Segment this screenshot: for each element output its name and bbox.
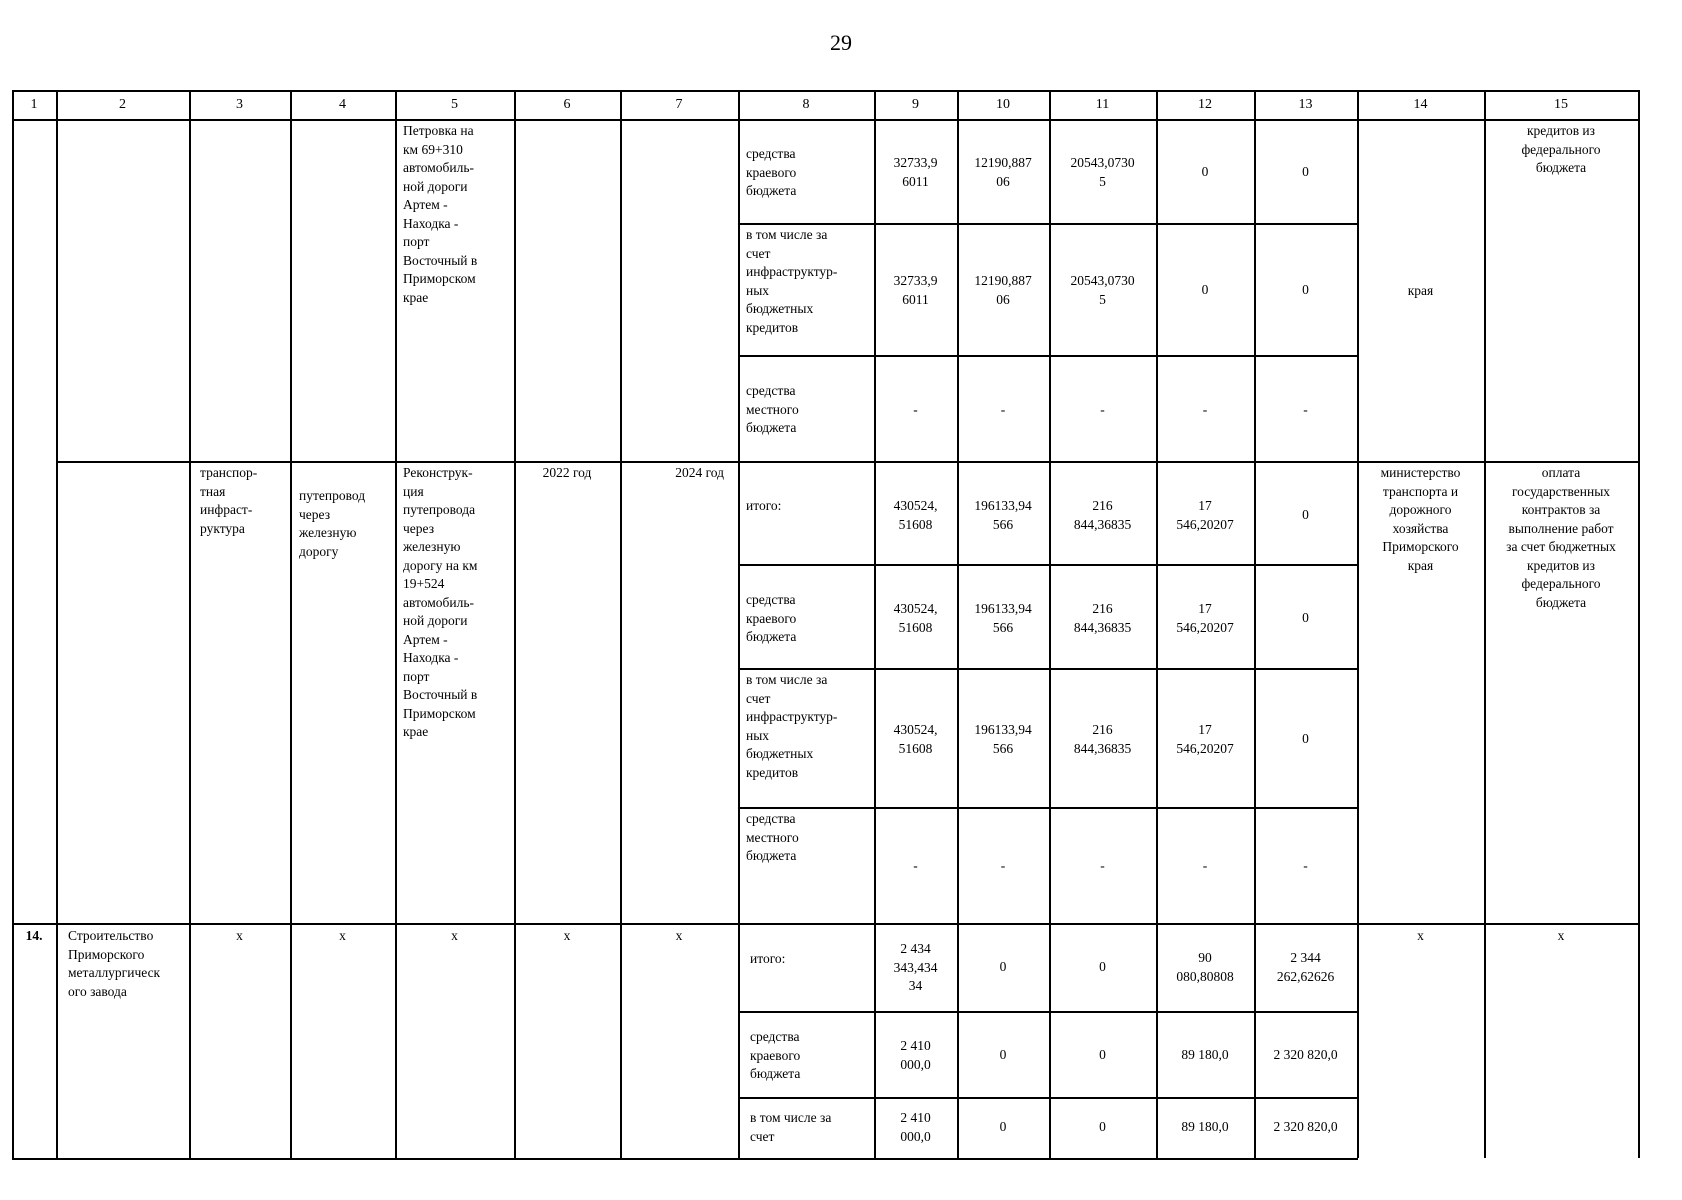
value-cell: 12190,887 06: [974, 155, 1032, 189]
value-cell: 216 844,36835: [1073, 722, 1132, 756]
funding-source-label: средства краевого бюджета: [746, 146, 797, 198]
object-description: Реконструк- ция путепровода через железную дорогу на км 19+524 автомобиль- ной дороги Артем - Находка - порт Восточный в Приморском крае: [403, 465, 478, 739]
col-border: [620, 90, 622, 1158]
object-type: путепровод через железную дорогу: [299, 488, 366, 559]
row-divider: [738, 355, 1358, 357]
value-cell: -: [1100, 402, 1105, 417]
funding-source-label: в том числе за счет инфраструктур- ных бюджетных кредитов: [746, 227, 838, 335]
value-cell: 2 410 000,0: [900, 1038, 931, 1072]
value-cell: 0: [1099, 1119, 1106, 1134]
row-divider: [738, 1097, 1358, 1099]
value-cell: -: [1000, 402, 1006, 417]
header-cell: 15: [1554, 97, 1568, 112]
cross-mark: x: [1417, 928, 1424, 943]
value-cell: 0: [1302, 731, 1309, 746]
value-cell: 0: [999, 959, 1007, 974]
header-cell: 1: [30, 97, 38, 112]
col-border: [56, 90, 58, 1158]
col-border: [1357, 90, 1359, 1158]
value-cell: 0: [1099, 959, 1106, 974]
value-cell: -: [913, 402, 918, 417]
funding-source-label: средства местного бюджета: [746, 383, 799, 435]
value-cell: 0: [1302, 164, 1309, 179]
header-cell: 8: [802, 97, 810, 112]
value-cell: 32733,9 6011: [893, 155, 938, 189]
funding-source-label: в том числе за счет: [750, 1110, 832, 1144]
value-cell: 12190,887 06: [974, 273, 1032, 307]
value-cell: 216 844,36835: [1073, 601, 1132, 635]
funding-source-label: итого:: [750, 951, 786, 966]
value-cell: 0: [1201, 164, 1209, 179]
table-top-border: [12, 90, 1640, 92]
row-divider: [738, 668, 1358, 670]
cross-mark: x: [451, 928, 458, 943]
funding-source-label: итого:: [746, 498, 782, 513]
header-cell: 11: [1095, 97, 1110, 112]
value-cell: -: [913, 858, 918, 873]
header-cell: 5: [451, 97, 458, 112]
value-cell: 0: [999, 1119, 1007, 1134]
value-cell: 0: [1099, 1047, 1106, 1062]
col-border: [1484, 90, 1486, 1158]
value-cell: 2 410 000,0: [900, 1110, 931, 1144]
value-cell: 196133,94 566: [974, 722, 1032, 756]
row-number: 14.: [25, 928, 43, 943]
header-cell: 12: [1198, 97, 1212, 112]
value-cell: 2 344 262,62626: [1276, 950, 1335, 984]
value-cell: -: [1000, 858, 1006, 873]
end-year: 2024 год: [675, 465, 724, 480]
row-divider: [738, 564, 1358, 566]
cross-mark: x: [339, 928, 346, 943]
row-divider: [738, 1011, 1358, 1013]
header-cell: 4: [339, 97, 346, 112]
col-border: [189, 90, 191, 1158]
value-cell: 17 546,20207: [1176, 722, 1234, 756]
value-cell: 0: [1201, 282, 1209, 297]
value-cell: -: [1202, 858, 1208, 873]
value-cell: 216 844,36835: [1073, 498, 1132, 532]
responsible-body: министерство транспорта и дорожного хозяйства Приморского края: [1380, 465, 1461, 573]
funding-source-label: средства краевого бюджета: [746, 592, 797, 644]
project-name: Строительство Приморского металлургическ ого завода: [68, 928, 161, 999]
funding-source-label: средства краевого бюджета: [750, 1029, 801, 1081]
value-cell: -: [1202, 402, 1208, 417]
table-bottom-border: [12, 1158, 1358, 1160]
cross-mark: x: [563, 928, 571, 943]
value-cell: 20543,0730 5: [1070, 273, 1135, 307]
row-divider: [738, 807, 1358, 809]
header-cell: 9: [912, 97, 919, 112]
value-cell: 2 434 343,434 34: [893, 941, 938, 993]
purpose-text: оплата государственных контрактов за выполнение работ за счет бюджетных кредитов из федерального бюджета: [1506, 465, 1616, 610]
group-divider: [56, 461, 1640, 463]
object-description: Петровка на км 69+310 автомобиль- ной дороги Артем - Находка - порт Восточный в Приморском крае: [403, 123, 478, 305]
funding-source-label: в том числе за счет инфраструктур- ных бюджетных кредитов: [746, 672, 838, 780]
value-cell: 89 180,0: [1181, 1119, 1229, 1134]
group-divider: [12, 923, 1640, 925]
value-cell: 430524, 51608: [893, 722, 938, 756]
industry-sector: транспор- тная инфраст- руктура: [200, 465, 258, 536]
value-cell: 430524, 51608: [893, 601, 938, 635]
value-cell: 196133,94 566: [974, 601, 1032, 635]
value-cell: 90 080,80808: [1176, 950, 1234, 984]
header-cell: 3: [236, 97, 243, 112]
funding-source-label: средства местного бюджета: [746, 811, 799, 863]
value-cell: 89 180,0: [1181, 1047, 1229, 1062]
header-cell: 10: [996, 97, 1010, 112]
col-border: [1638, 90, 1640, 1158]
value-cell: 2 320 820,0: [1273, 1119, 1338, 1134]
page-number: 29: [830, 30, 852, 55]
header-cell: 7: [675, 97, 683, 112]
value-cell: -: [1303, 858, 1308, 873]
value-cell: 2 320 820,0: [1273, 1047, 1338, 1062]
value-cell: 196133,94 566: [974, 498, 1032, 532]
header-bottom-border: [12, 119, 1640, 121]
col-border: [738, 90, 740, 1158]
value-cell: 17 546,20207: [1176, 498, 1234, 532]
value-cell: -: [1303, 402, 1308, 417]
header-cell: 6: [563, 97, 571, 112]
value-cell: 32733,9 6011: [893, 273, 938, 307]
col-border: [290, 90, 292, 1158]
cross-mark: x: [675, 928, 683, 943]
value-cell: 20543,0730 5: [1070, 155, 1135, 189]
value-cell: 0: [999, 1047, 1007, 1062]
value-cell: 0: [1302, 507, 1309, 522]
header-cell: 13: [1298, 97, 1313, 112]
cross-mark: x: [1557, 928, 1565, 943]
value-cell: 0: [1302, 282, 1309, 297]
header-cell: 14: [1413, 97, 1428, 112]
header-cell: 2: [119, 97, 126, 112]
start-year: 2022 год: [542, 465, 592, 480]
value-cell: 0: [1302, 610, 1309, 625]
cross-mark: x: [236, 928, 243, 943]
row-divider: [738, 223, 1358, 225]
value-cell: -: [1100, 858, 1105, 873]
responsible-body: края: [1407, 283, 1434, 298]
col-border: [514, 90, 516, 1158]
value-cell: 17 546,20207: [1176, 601, 1234, 635]
col-border: [395, 90, 397, 1158]
purpose-text: кредитов из федерального бюджета: [1521, 123, 1601, 175]
value-cell: 430524, 51608: [893, 498, 938, 532]
col-border: [12, 90, 14, 1158]
